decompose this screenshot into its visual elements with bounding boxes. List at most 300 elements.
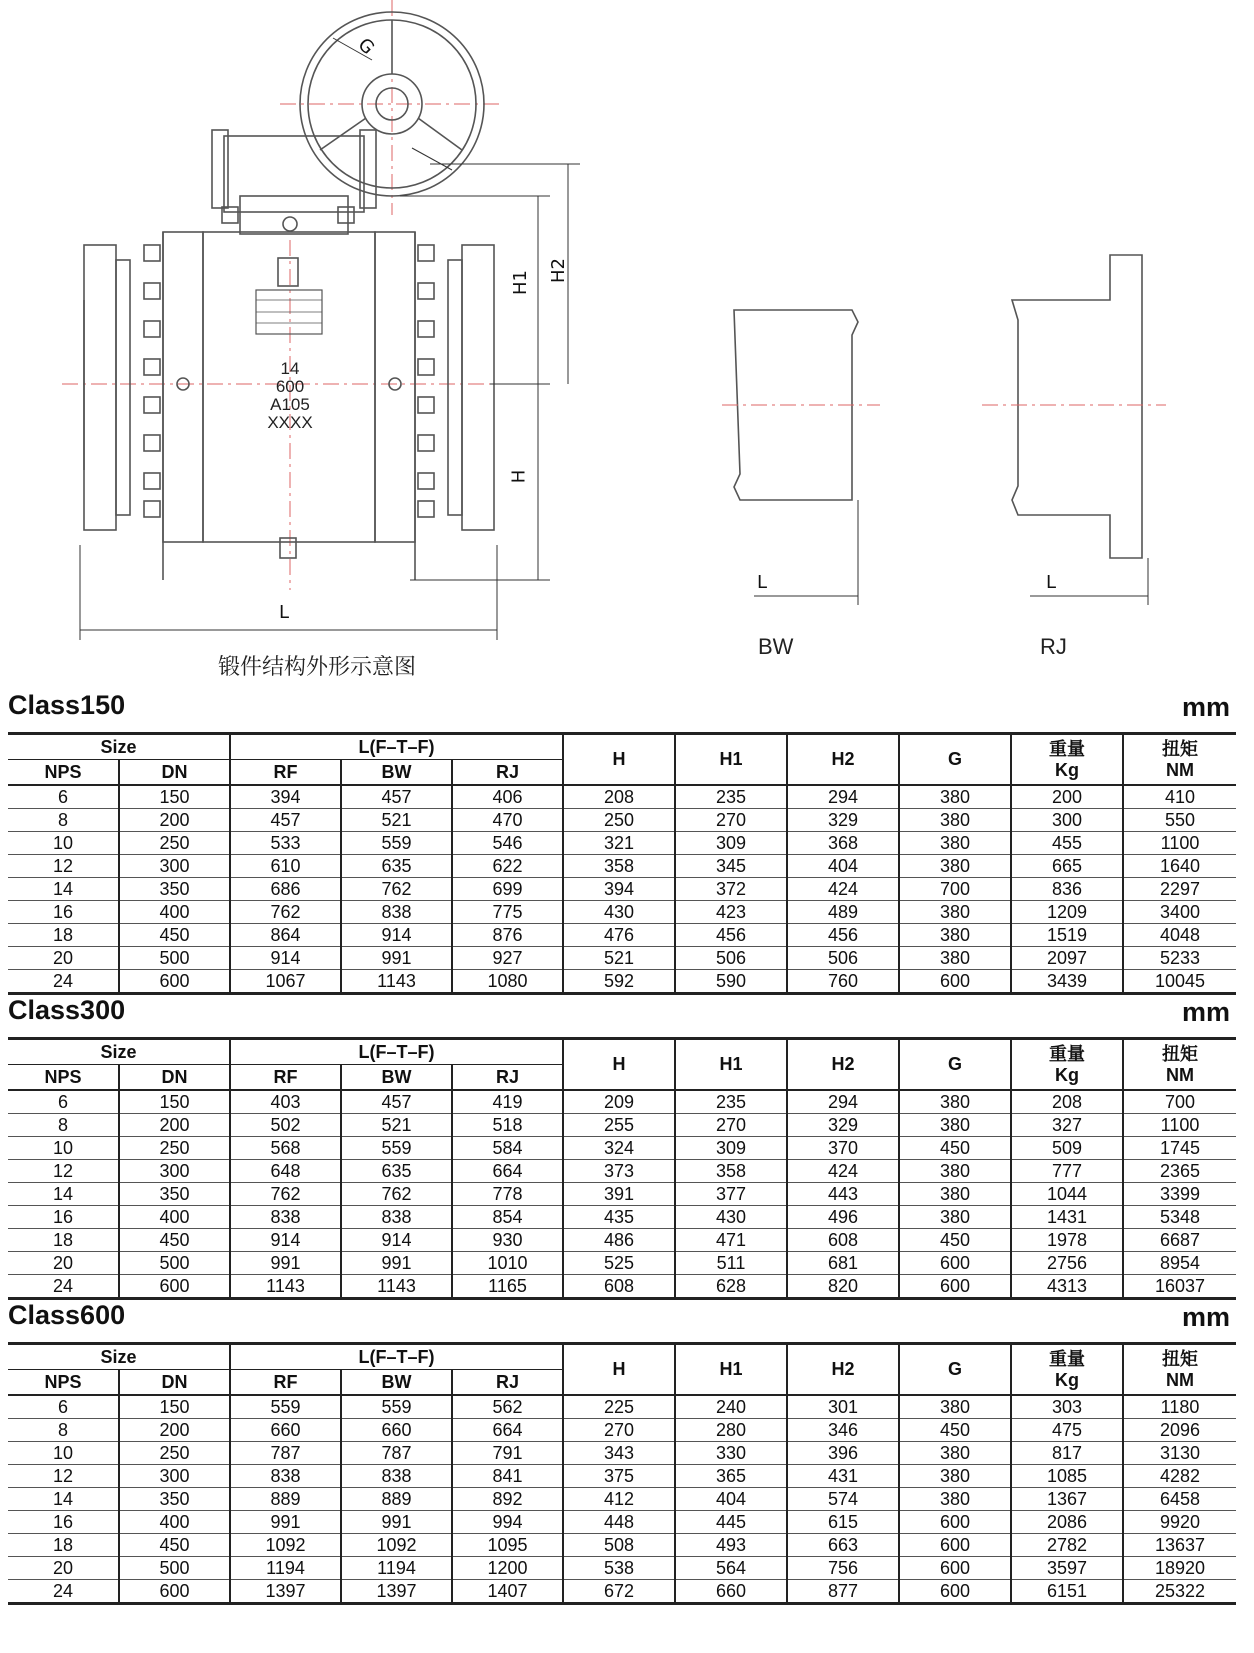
table-cell: 270: [675, 809, 787, 832]
lftf-header: L(F–T–F): [230, 734, 563, 760]
table-cell: 762: [230, 901, 341, 924]
table-cell: 546: [452, 832, 563, 855]
table-row: [8, 832, 1236, 855]
table-cell: 1978: [1011, 1229, 1123, 1252]
table-cell: 150: [119, 785, 230, 809]
table-cell: 559: [341, 1395, 452, 1419]
table-cell: 559: [341, 832, 452, 855]
table-cell: 200: [1011, 785, 1123, 809]
table-cell: 380: [899, 832, 1011, 855]
table-cell: 889: [341, 1488, 452, 1511]
table-cell: 699: [452, 878, 563, 901]
table-cell: 6151: [1011, 1580, 1123, 1604]
table-cell: 820: [787, 1275, 899, 1299]
table-cell: 663: [787, 1534, 899, 1557]
table-cell: 889: [230, 1488, 341, 1511]
table-cell: 496: [787, 1206, 899, 1229]
lftf-header: L(F–T–F): [230, 1344, 563, 1370]
table-cell: 457: [341, 1090, 452, 1114]
dn-header: DN: [119, 760, 230, 786]
table-cell: 564: [675, 1557, 787, 1580]
g-header: G: [899, 1039, 1011, 1091]
table-cell: 404: [675, 1488, 787, 1511]
table-cell: 838: [230, 1206, 341, 1229]
table-cell: 358: [563, 855, 675, 878]
table-cell: 270: [563, 1419, 675, 1442]
table-row: [8, 1183, 1236, 1206]
table-cell: 991: [230, 1511, 341, 1534]
table-cell: 16: [8, 1511, 119, 1534]
table-cell: 14: [8, 878, 119, 901]
rf-header: RF: [230, 1370, 341, 1396]
weight-header: [1011, 1344, 1123, 1396]
table-cell: 448: [563, 1511, 675, 1534]
bw-header: BW: [341, 760, 452, 786]
dim-label-h1: H1: [510, 270, 531, 295]
table-cell: 521: [563, 947, 675, 970]
torque-header-unit: NM: [1166, 1369, 1194, 1390]
table-cell: 3439: [1011, 970, 1123, 994]
table-cell: 394: [230, 785, 341, 809]
table-cell: 255: [563, 1114, 675, 1137]
table-row: [8, 970, 1236, 994]
table-cell: 1080: [452, 970, 563, 994]
table-cell: 817: [1011, 1442, 1123, 1465]
table-cell: 235: [675, 785, 787, 809]
table-cell: 681: [787, 1252, 899, 1275]
table-cell: 4282: [1123, 1465, 1236, 1488]
table-row: [8, 1488, 1236, 1511]
table-row: [8, 924, 1236, 947]
table-cell: 525: [563, 1252, 675, 1275]
table-cell: 380: [899, 1206, 1011, 1229]
table-cell: 877: [787, 1580, 899, 1604]
table-cell: 250: [119, 1442, 230, 1465]
valve-drawing: [0, 0, 1254, 680]
table-cell: 18: [8, 1534, 119, 1557]
table-cell: 343: [563, 1442, 675, 1465]
table-cell: 2297: [1123, 878, 1236, 901]
table-cell: 406: [452, 785, 563, 809]
table-cell: 443: [787, 1183, 899, 1206]
table-cell: 1100: [1123, 832, 1236, 855]
table-cell: 450: [119, 1534, 230, 1557]
unit-label: mm: [1181, 692, 1230, 722]
table-cell: 208: [563, 785, 675, 809]
table-cell: 4048: [1123, 924, 1236, 947]
table-cell: 200: [119, 809, 230, 832]
table-cell: 309: [675, 1137, 787, 1160]
table-cell: 380: [899, 809, 1011, 832]
table-cell: 250: [563, 809, 675, 832]
table-cell: 775: [452, 901, 563, 924]
table-cell: 346: [787, 1419, 899, 1442]
weight-header-cn: 重量: [1049, 738, 1085, 759]
table-cell: 787: [230, 1442, 341, 1465]
table-row: [8, 809, 1236, 832]
table-cell: 10: [8, 832, 119, 855]
table-cell: 435: [563, 1206, 675, 1229]
table-cell: 1519: [1011, 924, 1123, 947]
table-cell: 762: [230, 1183, 341, 1206]
table-cell: 841: [452, 1465, 563, 1488]
table-cell: 208: [1011, 1090, 1123, 1114]
table-cell: 412: [563, 1488, 675, 1511]
weight-header-unit: Kg: [1055, 1064, 1079, 1085]
torque-header: [1123, 1039, 1236, 1091]
table-cell: 1180: [1123, 1395, 1236, 1419]
table-cell: 991: [230, 1252, 341, 1275]
table-row: [8, 855, 1236, 878]
torque-header-unit: NM: [1166, 1064, 1194, 1085]
table-cell: 930: [452, 1229, 563, 1252]
table-cell: 391: [563, 1183, 675, 1206]
table-cell: 380: [899, 855, 1011, 878]
table-cell: 380: [899, 1183, 1011, 1206]
table-cell: 8954: [1123, 1252, 1236, 1275]
dim-label-l-rj: L: [1046, 572, 1057, 593]
table-cell: 615: [787, 1511, 899, 1534]
table-cell: 380: [899, 785, 1011, 809]
table-cell: 240: [675, 1395, 787, 1419]
table-cell: 559: [230, 1395, 341, 1419]
torque-header: [1123, 1344, 1236, 1396]
torque-header-cn: 扭矩: [1162, 1348, 1198, 1369]
table-cell: 6: [8, 1090, 119, 1114]
table-cell: 450: [119, 924, 230, 947]
nameplate-line: 600: [275, 377, 305, 396]
table-cell: 502: [230, 1114, 341, 1137]
table-cell: 13637: [1123, 1534, 1236, 1557]
table-cell: 533: [230, 832, 341, 855]
table-cell: 450: [899, 1419, 1011, 1442]
table-cell: 500: [119, 1557, 230, 1580]
table-cell: 778: [452, 1183, 563, 1206]
table-cell: 373: [563, 1160, 675, 1183]
nameplate-line: 14: [280, 359, 300, 378]
table-cell: 600: [899, 1557, 1011, 1580]
table-cell: 8: [8, 1419, 119, 1442]
table-row: [8, 1229, 1236, 1252]
table-cell: 600: [119, 970, 230, 994]
table-cell: 600: [899, 1580, 1011, 1604]
table-cell: 430: [563, 901, 675, 924]
table-cell: 18920: [1123, 1557, 1236, 1580]
table-cell: 600: [899, 1511, 1011, 1534]
table-cell: 368: [787, 832, 899, 855]
table-cell: 838: [230, 1465, 341, 1488]
table-cell: 394: [563, 878, 675, 901]
nps-header: NPS: [8, 760, 119, 786]
table-cell: 838: [341, 1465, 452, 1488]
table-cell: 777: [1011, 1160, 1123, 1183]
table-row: [8, 1114, 1236, 1137]
class-title: Class150: [8, 690, 126, 720]
table-cell: 836: [1011, 878, 1123, 901]
table-cell: 1092: [230, 1534, 341, 1557]
rj-header: RJ: [452, 760, 563, 786]
size-header: Size: [8, 734, 230, 760]
table-cell: 500: [119, 947, 230, 970]
g-header: G: [899, 734, 1011, 786]
table-cell: 10045: [1123, 970, 1236, 994]
table-cell: 301: [787, 1395, 899, 1419]
table-cell: 600: [119, 1275, 230, 1299]
table-cell: 648: [230, 1160, 341, 1183]
table-cell: 660: [230, 1419, 341, 1442]
table-cell: 250: [119, 832, 230, 855]
table-cell: 380: [899, 1114, 1011, 1137]
h2-header: H2: [787, 734, 899, 786]
table-cell: 600: [899, 1275, 1011, 1299]
table-cell: 538: [563, 1557, 675, 1580]
table-cell: 914: [341, 1229, 452, 1252]
table-cell: 25322: [1123, 1580, 1236, 1604]
nps-header: NPS: [8, 1065, 119, 1091]
table-cell: 380: [899, 1488, 1011, 1511]
table-cell: 1010: [452, 1252, 563, 1275]
table-cell: 300: [119, 1160, 230, 1183]
dim-label-g: G: [353, 34, 379, 59]
table-cell: 672: [563, 1580, 675, 1604]
table-cell: 450: [899, 1137, 1011, 1160]
table-row: [8, 1419, 1236, 1442]
lftf-header: L(F–T–F): [230, 1039, 563, 1065]
h1-header: H1: [675, 1039, 787, 1091]
table-cell: 20: [8, 1557, 119, 1580]
table-cell: 892: [452, 1488, 563, 1511]
table-cell: 3597: [1011, 1557, 1123, 1580]
table-cell: 608: [563, 1275, 675, 1299]
torque-header-cn: 扭矩: [1162, 1043, 1198, 1064]
table-cell: 14: [8, 1488, 119, 1511]
table-cell: 1143: [230, 1275, 341, 1299]
table-cell: 509: [1011, 1137, 1123, 1160]
table-cell: 1085: [1011, 1465, 1123, 1488]
dn-header: DN: [119, 1370, 230, 1396]
h-header: H: [563, 1039, 675, 1091]
table-cell: 380: [899, 1090, 1011, 1114]
dim-label-h: H: [508, 469, 530, 484]
bw-header: BW: [341, 1370, 452, 1396]
table-cell: 6: [8, 1395, 119, 1419]
table-row: [8, 1557, 1236, 1580]
table-row: [8, 1275, 1236, 1299]
dn-header: DN: [119, 1065, 230, 1091]
table-cell: 16037: [1123, 1275, 1236, 1299]
table-cell: 370: [787, 1137, 899, 1160]
table-cell: 303: [1011, 1395, 1123, 1419]
nps-header: NPS: [8, 1370, 119, 1396]
table-cell: 664: [452, 1160, 563, 1183]
table-cell: 372: [675, 878, 787, 901]
table-cell: 455: [1011, 832, 1123, 855]
table-cell: 664: [452, 1419, 563, 1442]
table-cell: 10: [8, 1442, 119, 1465]
table-cell: 521: [341, 809, 452, 832]
table-row: [8, 1511, 1236, 1534]
table-cell: 375: [563, 1465, 675, 1488]
table-cell: 574: [787, 1488, 899, 1511]
table-cell: 1397: [230, 1580, 341, 1604]
table-cell: 471: [675, 1229, 787, 1252]
table-cell: 150: [119, 1395, 230, 1419]
table-cell: 380: [899, 1160, 1011, 1183]
table-cell: 635: [341, 855, 452, 878]
table-cell: 445: [675, 1511, 787, 1534]
table-cell: 250: [119, 1137, 230, 1160]
table-cell: 9920: [1123, 1511, 1236, 1534]
table-cell: 377: [675, 1183, 787, 1206]
torque-header-cn: 扭矩: [1162, 738, 1198, 759]
table-row: [8, 1206, 1236, 1229]
bw-header: BW: [341, 1065, 452, 1091]
table-cell: 6: [8, 785, 119, 809]
table-cell: 584: [452, 1137, 563, 1160]
table-row: [8, 1160, 1236, 1183]
table-cell: 404: [787, 855, 899, 878]
table-cell: 450: [119, 1229, 230, 1252]
table-cell: 18: [8, 1229, 119, 1252]
table-cell: 600: [899, 1252, 1011, 1275]
dim-label-l: L: [279, 602, 290, 623]
table-cell: 476: [563, 924, 675, 947]
table-cell: 660: [675, 1580, 787, 1604]
table-cell: 506: [787, 947, 899, 970]
table-cell: 1194: [341, 1557, 452, 1580]
table-cell: 200: [119, 1419, 230, 1442]
table-cell: 1194: [230, 1557, 341, 1580]
table-cell: 424: [787, 878, 899, 901]
table-cell: 6458: [1123, 1488, 1236, 1511]
h1-header: H1: [675, 1344, 787, 1396]
weight-header: [1011, 1039, 1123, 1091]
table-cell: 410: [1123, 785, 1236, 809]
table-cell: 991: [341, 1252, 452, 1275]
table-row: [8, 901, 1236, 924]
table-cell: 380: [899, 947, 1011, 970]
class-title: Class300: [8, 995, 126, 1025]
table-cell: 4313: [1011, 1275, 1123, 1299]
table-cell: 1407: [452, 1580, 563, 1604]
table-cell: 994: [452, 1511, 563, 1534]
drawing-caption: 锻件结构外形示意图: [218, 655, 417, 680]
table-cell: 600: [119, 1580, 230, 1604]
h-header: H: [563, 1344, 675, 1396]
table-cell: 791: [452, 1442, 563, 1465]
table-cell: 838: [341, 1206, 452, 1229]
table-cell: 329: [787, 809, 899, 832]
table-cell: 380: [899, 901, 1011, 924]
table-cell: 6687: [1123, 1229, 1236, 1252]
table-row: [8, 947, 1236, 970]
table-row: [8, 1090, 1236, 1114]
table-cell: 24: [52, 1580, 74, 1601]
table-cell: 5233: [1123, 947, 1236, 970]
table-cell: 235: [675, 1090, 787, 1114]
h2-header: H2: [787, 1039, 899, 1091]
table-cell: 489: [787, 901, 899, 924]
table-cell: 486: [563, 1229, 675, 1252]
rf-header: RF: [230, 760, 341, 786]
table-cell: 16: [8, 901, 119, 924]
table-cell: 600: [899, 1534, 1011, 1557]
table-cell: 431: [787, 1465, 899, 1488]
table-cell: 762: [341, 1183, 452, 1206]
table-cell: 1209: [1011, 901, 1123, 924]
table-row: [8, 1465, 1236, 1488]
table-cell: 600: [899, 970, 1011, 994]
rj-header: RJ: [452, 1065, 563, 1091]
table-cell: 2756: [1011, 1252, 1123, 1275]
table-cell: 1640: [1123, 855, 1236, 878]
table-cell: 294: [787, 785, 899, 809]
table-cell: 2782: [1011, 1534, 1123, 1557]
table-cell: 991: [341, 947, 452, 970]
table-cell: 456: [675, 924, 787, 947]
table-cell: 1143: [341, 1275, 452, 1299]
table-cell: 330: [675, 1442, 787, 1465]
table-row: [8, 785, 1236, 809]
table-cell: 1165: [452, 1275, 563, 1299]
table-cell: 1143: [341, 970, 452, 994]
table-cell: 16: [8, 1206, 119, 1229]
torque-header-unit: NM: [1166, 759, 1194, 780]
class-title: Class600: [8, 1300, 126, 1330]
table-cell: 914: [230, 947, 341, 970]
dim-label-l-bw: L: [757, 572, 768, 593]
rj-caption: RJ: [1040, 634, 1067, 659]
weight-header: [1011, 734, 1123, 786]
table-cell: 3400: [1123, 901, 1236, 924]
table-cell: 8: [8, 1114, 119, 1137]
table-cell: 2097: [1011, 947, 1123, 970]
dim-label-h2: H2: [548, 258, 569, 283]
table-cell: 365: [675, 1465, 787, 1488]
table-cell: 430: [675, 1206, 787, 1229]
table-row: [8, 1137, 1236, 1160]
table-cell: 24: [52, 970, 74, 991]
bw-caption: BW: [758, 634, 794, 659]
table-cell: 562: [452, 1395, 563, 1419]
table-cell: 927: [452, 947, 563, 970]
table-cell: 380: [899, 924, 1011, 947]
table-cell: 1100: [1123, 1114, 1236, 1137]
unit-label: mm: [1181, 1302, 1230, 1332]
table-cell: 324: [563, 1137, 675, 1160]
table-cell: 12: [8, 855, 119, 878]
table-cell: 309: [675, 832, 787, 855]
table-cell: 18: [8, 924, 119, 947]
table-cell: 665: [1011, 855, 1123, 878]
h-header: H: [563, 734, 675, 786]
spec-table: [8, 1037, 1236, 1300]
table-cell: 300: [119, 855, 230, 878]
h1-header: H1: [675, 734, 787, 786]
weight-header-cn: 重量: [1049, 1043, 1085, 1064]
table-cell: 457: [230, 809, 341, 832]
table-cell: 350: [119, 1488, 230, 1511]
table-row: [8, 1395, 1236, 1419]
table-cell: 329: [787, 1114, 899, 1137]
weight-header-cn: 重量: [1049, 1348, 1085, 1369]
table-cell: 209: [563, 1090, 675, 1114]
table-cell: 345: [675, 855, 787, 878]
table-cell: 8: [8, 809, 119, 832]
table-cell: 568: [230, 1137, 341, 1160]
table-cell: 1092: [341, 1534, 452, 1557]
table-cell: 500: [119, 1252, 230, 1275]
